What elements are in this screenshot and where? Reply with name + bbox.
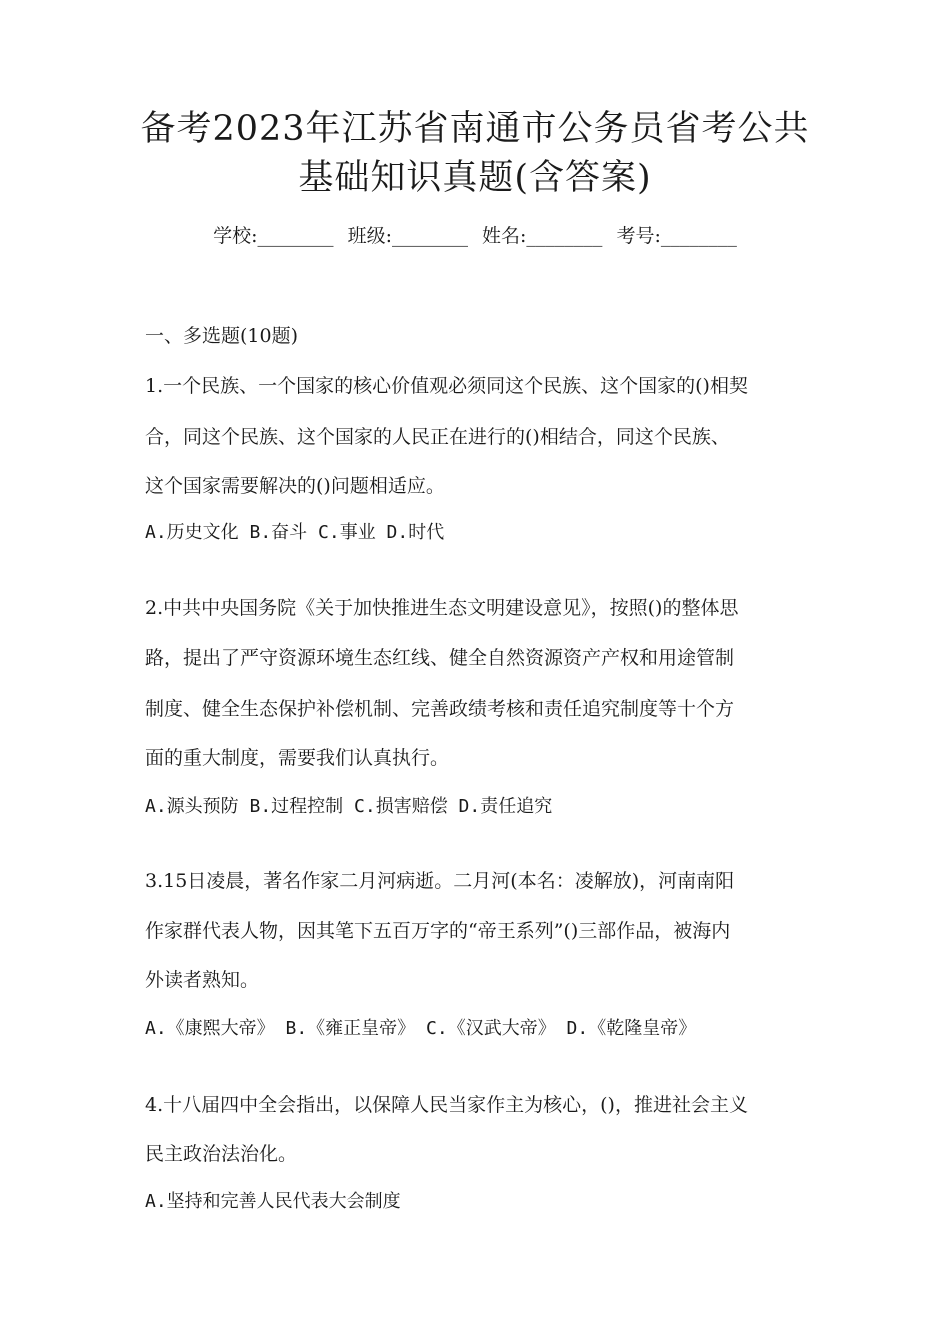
section-heading: 一、多选题(10题) [145, 325, 299, 347]
question-3-line-2: 作家群代表人物，因其笔下五百万字的“帝王系列”()三部作品，被海内 [145, 920, 731, 942]
question-2-line-3: 制度、健全生态保护补偿机制、完善政绩考核和责任追究制度等十个方 [145, 698, 735, 720]
question-4-line-2: 民主政治法治化。 [145, 1143, 298, 1165]
question-2-line-4: 面的重大制度，需要我们认真执行。 [145, 747, 450, 769]
question-3-line-1: 3.15日凌晨，著名作家二月河病逝。二月河(本名：凌解放)，河南南阳 [145, 870, 735, 892]
question-3-options: A.《康熙大帝》 B.《雍正皇帝》 C.《汉武大帝》 D.《乾隆皇帝》 [145, 1018, 697, 1039]
school-field: 学校:________ [213, 225, 334, 247]
class-field: 班级:________ [347, 225, 468, 247]
question-4-option-a: A.坚持和完善人民代表大会制度 [145, 1191, 401, 1212]
question-2-options: A.源头预防 B.过程控制 C.损害赔偿 D.责任追究 [145, 796, 553, 817]
exam-number-field: 考号:________ [616, 225, 737, 247]
name-field: 姓名:________ [482, 225, 603, 247]
question-2-line-2: 路，提出了严守资源环境生态红线、健全自然资源资产产权和用途管制 [145, 647, 735, 669]
document-title-line1: 备考2023年江苏省南通市公务员省考公共 [140, 109, 810, 149]
question-3-line-3: 外读者熟知。 [145, 969, 260, 991]
question-2-line-1: 2.中共中央国务院《关于加快推进生态文明建设意见》，按照()的整体思 [145, 597, 739, 619]
question-1-options: A.历史文化 B.奋斗 C.事业 D.时代 [145, 522, 445, 543]
question-1-line-1: 1.一个民族、一个国家的核心价值观必须同这个民族、这个国家的()相契 [145, 375, 748, 397]
question-1-line-2: 合，同这个民族、这个国家的人民正在进行的()相结合，同这个民族、 [145, 426, 730, 448]
question-4-line-1: 4.十八届四中全会指出，以保障人民当家作主为核心，()，推进社会主义 [145, 1094, 748, 1116]
question-1-line-3: 这个国家需要解决的()问题相适应。 [145, 475, 445, 497]
student-info-line [0, 222, 950, 250]
document-title-line2: 基础知识真题(含答案) [298, 158, 652, 198]
